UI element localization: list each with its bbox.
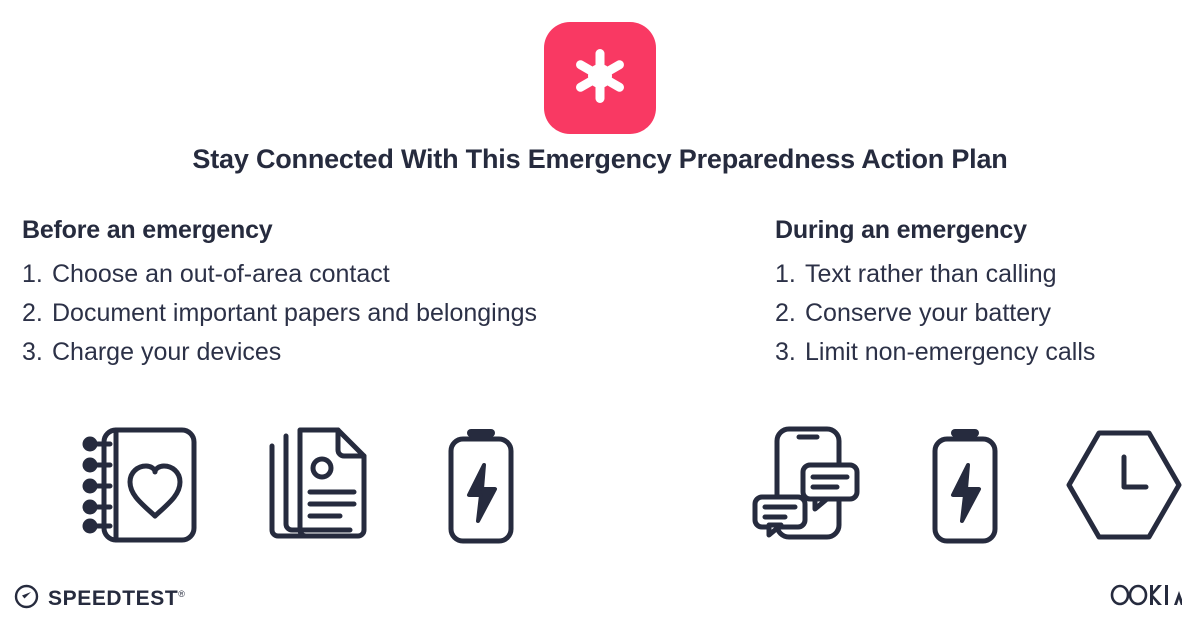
speedtest-mark-icon — [14, 584, 39, 614]
ookla-logo — [1110, 583, 1182, 612]
list-item — [775, 294, 1195, 333]
speedtest-wordmark: SPEEDTEST® — [48, 587, 185, 610]
ookla-wordmark-icon — [1110, 583, 1182, 612]
list-item-label: Document important papers and belongings — [52, 299, 538, 327]
list-item-number: 3. — [22, 338, 43, 366]
hexagon-clock-icon — [1063, 420, 1185, 550]
list-item-number: 2. — [22, 299, 43, 327]
column-before-emergency — [22, 216, 752, 372]
list-item-label: Conserve your battery — [805, 299, 1051, 327]
list-item — [22, 255, 752, 294]
column-during-emergency — [775, 216, 1195, 372]
step-list — [22, 255, 752, 372]
list-item-number: 2. — [775, 299, 796, 327]
heart-notebook-icon — [82, 420, 200, 550]
list-item-label: Limit non-emergency calls — [805, 338, 1096, 366]
list-item-label: Text rather than calling — [805, 260, 1057, 288]
column-heading: During an emergency — [775, 216, 1027, 244]
speedtest-badge — [544, 22, 656, 134]
phone-message-icon — [745, 420, 867, 550]
battery-bolt-icon — [440, 420, 522, 550]
list-item — [22, 333, 752, 372]
asterisk-icon — [569, 45, 631, 112]
column-heading: Before an emergency — [22, 216, 273, 244]
badge-container — [0, 22, 1200, 134]
battery-bolt-icon — [922, 420, 1008, 550]
list-item — [775, 255, 1195, 294]
documents-stack-icon — [262, 420, 378, 550]
step-list — [775, 255, 1195, 372]
icon-row-during — [745, 420, 1185, 550]
list-item-number: 1. — [775, 260, 796, 288]
list-item — [22, 294, 752, 333]
list-item-number: 1. — [22, 260, 43, 288]
list-item — [775, 333, 1195, 372]
speedtest-logo — [14, 584, 185, 614]
list-item-label: Charge your devices — [52, 338, 282, 366]
page-title: Stay Connected With This Emergency Preparedness Action Plan — [192, 144, 1008, 174]
icon-row-before — [82, 420, 522, 550]
list-item-label: Choose an out-of-area contact — [52, 260, 390, 288]
list-item-number: 3. — [775, 338, 796, 366]
trademark-symbol: ® — [178, 589, 185, 599]
